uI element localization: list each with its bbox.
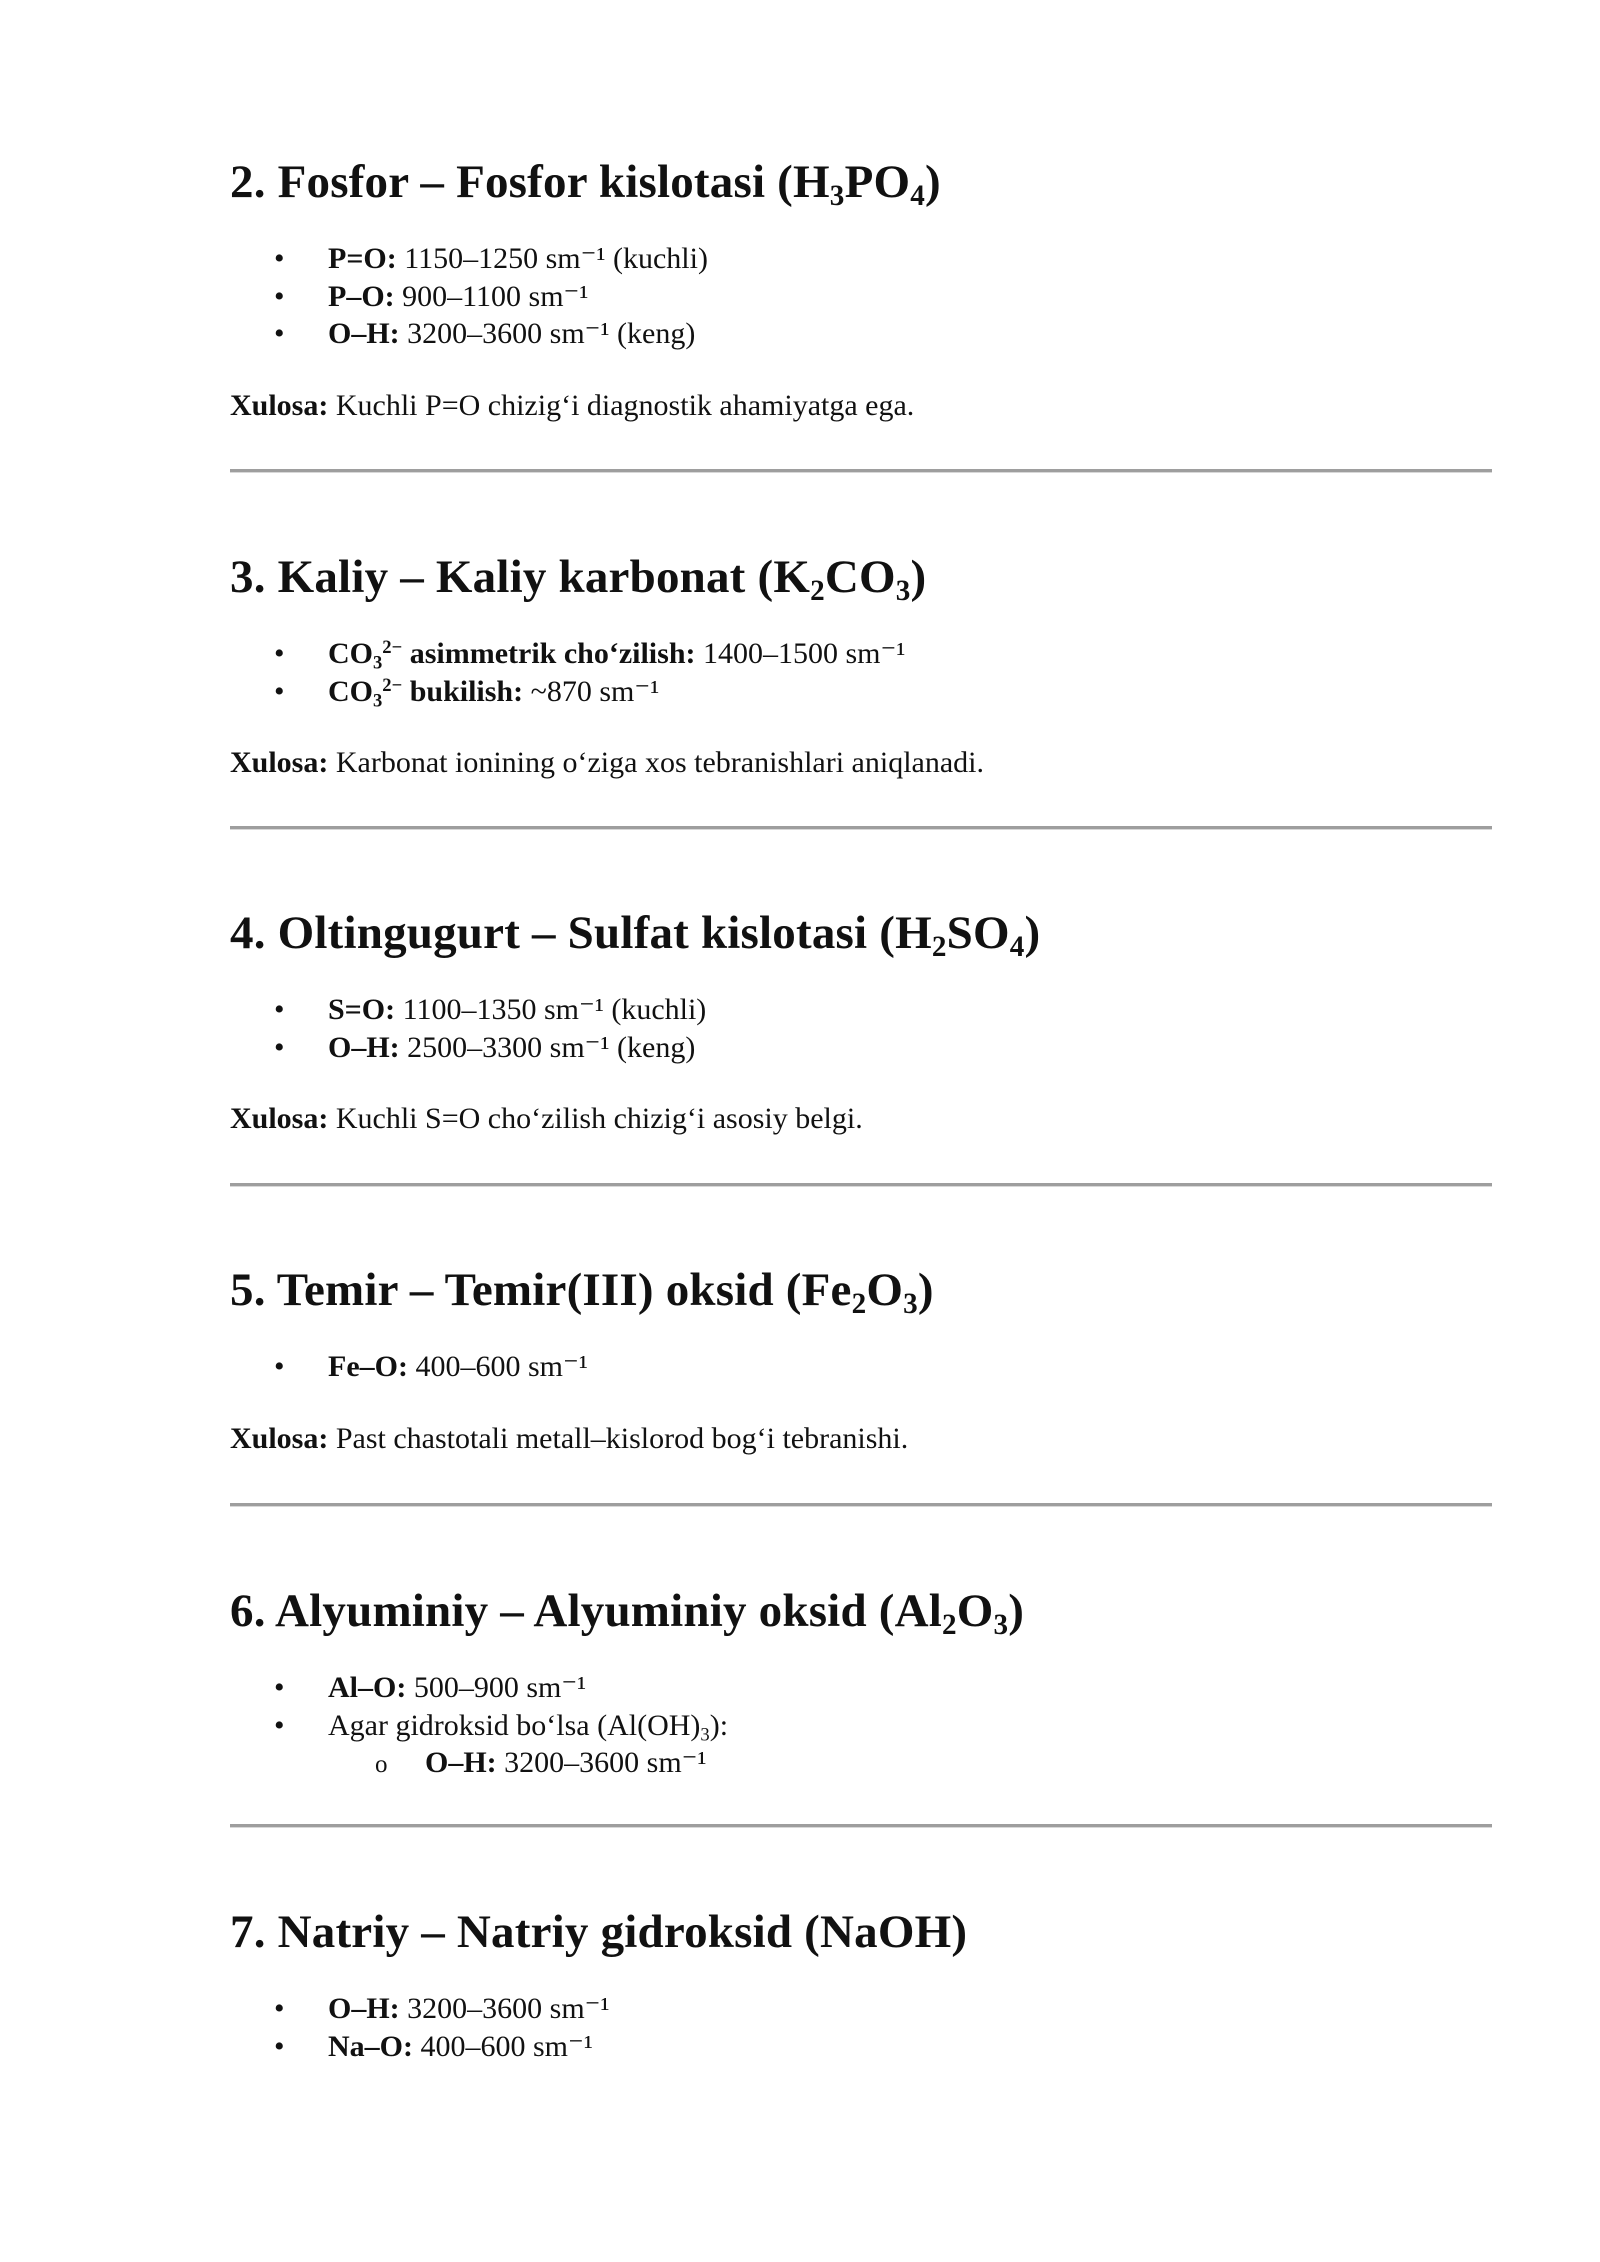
sub-list-item: o O–H: 3200–3600 sm⁻¹	[328, 1744, 1490, 1782]
section-divider	[230, 469, 1492, 473]
list-item: • O–H: 3200–3600 sm⁻¹ (keng)	[230, 315, 1490, 353]
section-heading: 6. Alyuminiy – Alyuminiy oksid $(Al_2O_3)$	[230, 1585, 1025, 1642]
conclusion: Xulosa: Kuchli S=O cho‘zilish chizig‘i asosiy belgi.	[230, 1102, 863, 1135]
section-divider	[230, 1503, 1492, 1507]
list-item: • $CO_3^{2-}$ bukilish: ~870 sm⁻¹	[230, 673, 1490, 711]
section-temir	[230, 1260, 1490, 1457]
list-item: • Fe–O: 400–600 sm⁻¹	[230, 1348, 1490, 1386]
section-alyuminiy	[230, 1581, 1490, 1782]
bullet-list	[230, 240, 1490, 353]
section-natriy	[230, 1902, 1490, 2065]
section-divider	[230, 1824, 1492, 1828]
section-fosfor	[230, 152, 1490, 424]
section-kaliy	[230, 547, 1490, 782]
list-item: • O–H: 2500–3300 sm⁻¹ (keng)	[230, 1029, 1490, 1067]
list-item: • Na–O: 400–600 sm⁻¹	[230, 2028, 1490, 2066]
bullet-list	[230, 1348, 1490, 1386]
list-item: • S=O: 1100–1350 sm⁻¹ (kuchli)	[230, 991, 1490, 1029]
conclusion: Xulosa: Karbonat ionining o‘ziga xos tebranishlari aniqlanadi.	[230, 746, 985, 779]
bullet-list	[230, 1669, 1490, 1782]
list-item: • P–O: 900–1100 sm⁻¹	[230, 278, 1490, 316]
section-heading: 5. Temir – Temir(III) oksid $(Fe_2O_3)$	[230, 1264, 934, 1321]
section-divider	[230, 826, 1492, 830]
conclusion: Xulosa: Past chastotali metall–kislorod bog‘i tebranishi.	[230, 1421, 909, 1455]
list-item: • O–H: 3200–3600 sm⁻¹	[230, 1990, 1490, 2028]
list-item: • Agar gidroksid bo‘lsa $(Al(OH)_3)$: o O–H: 3200–3600 sm⁻¹	[230, 1707, 1490, 1782]
list-item: • Al–O: 500–900 sm⁻¹	[230, 1669, 1490, 1707]
list-item: • P=O: 1150–1250 sm⁻¹ (kuchli)	[230, 240, 1490, 278]
section-heading: 3. Kaliy – Kaliy karbonat $(K_2CO_3)$	[230, 551, 927, 608]
bullet-list	[230, 991, 1490, 1066]
bullet-list	[230, 635, 1490, 710]
list-item: • $CO_3^{2-}$ asimmetrik cho‘zilish: 1400–1500 sm⁻¹	[230, 635, 1490, 673]
section-oltingugurt	[230, 903, 1490, 1138]
sub-list	[328, 1744, 1490, 1782]
section-heading: 4. Oltingugurt – Sulfat kislotasi $(H_2SO_4)$	[230, 907, 1041, 964]
section-heading: 7. Natriy – Natriy gidroksid (NaOH)	[230, 1906, 968, 1958]
bullet-list	[230, 1990, 1490, 2065]
section-heading: 2. Fosfor – Fosfor kislotasi $(H_3PO_4)$	[230, 156, 941, 213]
section-divider	[230, 1183, 1492, 1187]
conclusion: Xulosa: Kuchli P=O chizig‘i diagnostik ahamiyatga ega.	[230, 388, 915, 422]
